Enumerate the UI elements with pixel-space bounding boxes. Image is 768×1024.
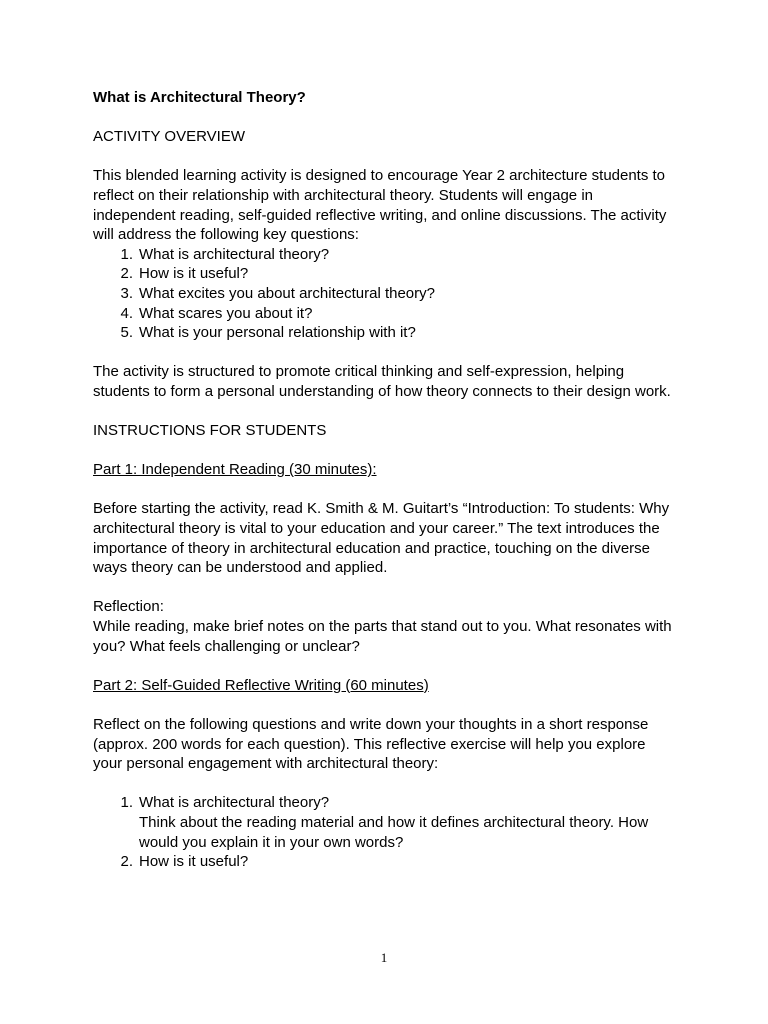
spacer bbox=[93, 480, 673, 500]
list-item-text: What is architectural theory? bbox=[139, 245, 330, 263]
instructions-heading: INSTRUCTIONS FOR STUDENTS bbox=[93, 422, 327, 440]
list-number: 1. bbox=[120, 794, 133, 812]
list-item bbox=[93, 264, 673, 284]
structure-paragraph: The activity is structured to promote critical thinking and self-expression, helping students to form a personal understanding of how theory connects to their design work. bbox=[93, 363, 671, 400]
reflection-text: While reading, make brief notes on the parts that stand out to you. What resonates with you? What feels challenging or unclear? bbox=[93, 618, 672, 655]
list-number: 1. bbox=[120, 245, 133, 263]
spacer bbox=[93, 774, 673, 794]
list-item-text: What is architectural theory? bbox=[139, 794, 330, 812]
spacer bbox=[93, 578, 673, 598]
overview-heading: ACTIVITY OVERVIEW bbox=[93, 128, 245, 146]
list-number: 2. bbox=[120, 265, 133, 283]
reflective-questions-list bbox=[93, 793, 673, 871]
list-item bbox=[93, 284, 673, 304]
list-number: 2. bbox=[120, 853, 133, 871]
document-title: What is Architectural Theory? bbox=[93, 89, 306, 106]
list-item bbox=[93, 852, 673, 872]
key-questions-list bbox=[93, 245, 673, 343]
spacer bbox=[93, 656, 673, 676]
reflection-label: Reflection: bbox=[93, 598, 164, 616]
list-item-text: How is it useful? bbox=[139, 853, 249, 871]
part1-heading: Part 1: Independent Reading (30 minutes): bbox=[93, 461, 377, 479]
list-item-text: What scares you about it? bbox=[139, 304, 313, 322]
spacer bbox=[93, 441, 673, 461]
list-item bbox=[93, 245, 673, 265]
list-item-text: How is it useful? bbox=[139, 265, 249, 283]
part2-heading: Part 2: Self-Guided Reflective Writing (60 minutes) bbox=[93, 676, 429, 694]
list-number: 3. bbox=[120, 284, 133, 302]
spacer bbox=[93, 147, 673, 167]
part1-paragraph: Before starting the activity, read K. Smith & M. Guitart’s “Introduction: To students: Why architectural theory is vital to your education and your career.” The text introduces the importance of theory in architectural education and practice, touching on the diverse ways theory can be understood and applied. bbox=[93, 500, 670, 577]
list-item-detail: Think about the reading material and how it defines architectural theory. How would you explain it in your own words? bbox=[139, 813, 649, 851]
document-page bbox=[93, 88, 673, 872]
list-item bbox=[93, 793, 673, 852]
list-item-text: What is your personal relationship with it? bbox=[139, 324, 416, 342]
list-number: 5. bbox=[120, 324, 133, 342]
list-item-text: What excites you about architectural theory? bbox=[139, 284, 435, 302]
overview-paragraph: This blended learning activity is designed to encourage Year 2 architecture students to reflect on their relationship with architectural theory. Students will engage in independent reading, self-guided reflective writing, and online discussions. The activity will address the following key questions: bbox=[93, 167, 667, 244]
list-number: 4. bbox=[120, 304, 133, 322]
spacer bbox=[93, 343, 673, 363]
spacer bbox=[93, 402, 673, 422]
page-number: 1 bbox=[380, 950, 388, 965]
list-item bbox=[93, 304, 673, 324]
spacer bbox=[93, 108, 673, 128]
list-item bbox=[93, 323, 673, 343]
spacer bbox=[93, 695, 673, 715]
part2-paragraph: Reflect on the following questions and write down your thoughts in a short response (approx. 200 words for each question). This reflective exercise will help you explore your personal engagement with architectural theory: bbox=[93, 716, 649, 773]
